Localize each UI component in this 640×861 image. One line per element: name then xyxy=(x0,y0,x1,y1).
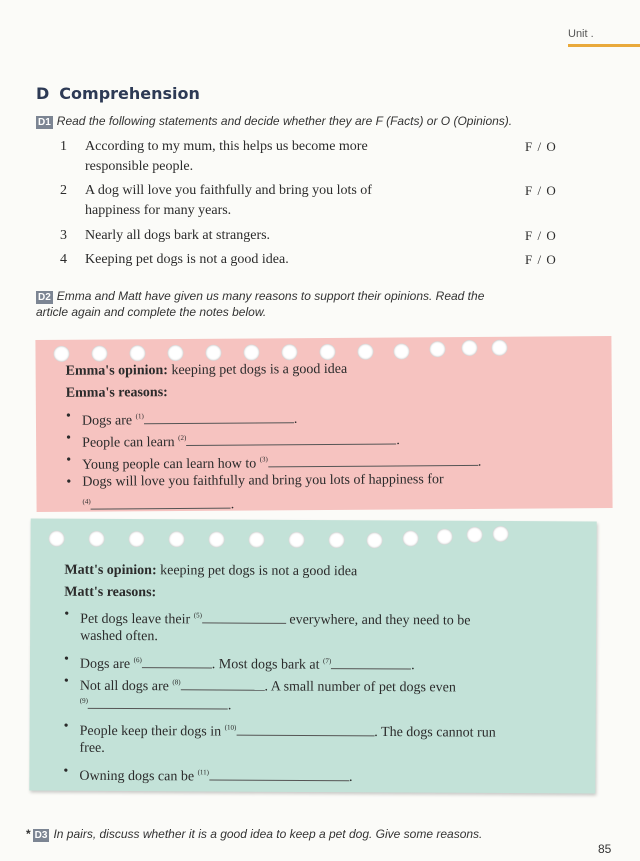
statement-text: Keeping pet dogs is not a good idea. xyxy=(85,252,289,267)
bullet-icon: • xyxy=(66,452,72,468)
reason-text: everywhere, and they need to be xyxy=(289,612,471,629)
bullet-icon: • xyxy=(63,718,69,734)
emma-reasons-label: Emma's reasons: xyxy=(65,385,168,401)
fact-opinion-choice[interactable]: F / O xyxy=(525,252,557,267)
blank-number: (1) xyxy=(135,412,144,421)
answer-blank-4[interactable] xyxy=(91,493,231,509)
reason-text: . A small number of pet dogs even xyxy=(264,679,456,696)
blank-number: (4) xyxy=(82,497,91,506)
reason-text: Pet dogs leave their xyxy=(80,611,191,628)
matt-reason-1-cont: washed often. xyxy=(80,628,158,645)
statement-text: Nearly all dogs bark at strangers. xyxy=(85,228,271,243)
answer-blank-3[interactable] xyxy=(268,451,478,467)
fact-opinion-choice[interactable]: F / O xyxy=(525,183,557,198)
answer-blank-10[interactable] xyxy=(236,720,374,736)
emma-reason-2: • People can learn $^{(2)}$ . xyxy=(66,430,400,451)
bullet-icon: • xyxy=(63,763,69,779)
fact-opinion-choice[interactable]: F / O xyxy=(525,228,557,243)
binder-hole-icon xyxy=(49,531,65,547)
emma-notes-card xyxy=(35,336,612,512)
binder-hole-icon xyxy=(209,531,225,547)
statement-line: According to my mum, this helps us become more xyxy=(85,139,368,154)
reason-text: Dogs will love you faithfully and bring you lots of happiness for xyxy=(82,472,444,490)
emma-opinion-text: keeping pet dogs is a good idea xyxy=(171,361,348,379)
answer-blank-2[interactable] xyxy=(186,429,396,445)
binder-hole-icon xyxy=(461,340,477,356)
binder-hole-icon xyxy=(205,345,221,361)
blank-number: (3) xyxy=(259,455,268,464)
bullet-icon: • xyxy=(66,430,72,446)
binder-hole-icon xyxy=(491,340,507,356)
binder-hole-icon xyxy=(249,532,265,548)
statement-4 xyxy=(60,250,570,270)
blank-number: (9) xyxy=(79,696,88,705)
binder-hole-icon xyxy=(289,532,305,548)
challenge-star-icon: * xyxy=(26,827,31,841)
binder-hole-icon xyxy=(319,344,335,360)
d3-instruction-text: In pairs, discuss whether it is a good idea to keep a pet dog. Give some reasons. xyxy=(53,827,483,841)
statement-number: 4 xyxy=(60,252,67,267)
section-title xyxy=(36,84,200,103)
bullet-icon: • xyxy=(64,606,70,622)
unit-label: Unit . xyxy=(568,28,594,40)
matt-notes-card xyxy=(29,519,596,794)
d3-instruction xyxy=(26,826,586,842)
binder-hole-icon xyxy=(281,344,297,360)
reason-text: Young people can learn how to xyxy=(82,456,257,473)
emma-reason-1: • Dogs are $^{(1)}$ . xyxy=(65,408,298,429)
reason-text: Dogs are xyxy=(81,412,133,429)
blank-number: (11) xyxy=(197,768,210,777)
binder-hole-icon xyxy=(429,341,445,357)
d3-tag: D3 xyxy=(34,830,48,841)
answer-blank-6[interactable] xyxy=(142,653,212,668)
statement-line: responsible people. xyxy=(85,159,194,174)
reason-text: Owning dogs can be xyxy=(79,768,195,785)
binder-hole-icon xyxy=(329,532,345,548)
emma-opinion-label: Emma's opinion: xyxy=(65,363,168,379)
statement-line: happiness for many years. xyxy=(85,203,232,218)
blank-number: (7) xyxy=(322,657,332,666)
binder-hole-icon xyxy=(393,343,409,359)
blank-number: (6) xyxy=(133,656,142,665)
d1-instruction-text: Read the following statements and decide whether they are F (Facts) or O (Opinions). xyxy=(56,114,513,128)
statement-number: 3 xyxy=(60,228,67,243)
statement-line: A dog will love you faithfully and bring you lots of xyxy=(85,183,372,198)
answer-blank-5[interactable] xyxy=(202,608,286,623)
answer-blank-7[interactable] xyxy=(331,654,411,669)
emma-reason-4-blank-line: $^{(4)}$ . xyxy=(82,491,234,517)
blank-number: (2) xyxy=(178,433,187,443)
answer-blank-8[interactable] xyxy=(181,675,265,690)
blank-number: (10) xyxy=(224,723,237,732)
unit-underline xyxy=(568,44,640,47)
matt-opinion xyxy=(64,561,357,583)
matt-opinion-label: Matt's opinion: xyxy=(64,562,157,579)
binder-hole-icon xyxy=(167,345,183,361)
blank-number: (5) xyxy=(193,611,202,620)
section-name: Comprehension xyxy=(59,84,200,103)
matt-reason-4 xyxy=(64,717,496,744)
statement-3 xyxy=(60,226,570,246)
statement-text xyxy=(85,137,455,177)
d2-tag: D2 xyxy=(38,292,51,303)
statement-1 xyxy=(60,137,570,177)
binder-hole-icon xyxy=(169,531,185,547)
binder-hole-icon xyxy=(129,345,145,361)
statement-number: 2 xyxy=(60,183,67,198)
binder-hole-icon xyxy=(91,346,107,362)
binder-hole-icon xyxy=(53,346,69,362)
section-letter: D xyxy=(36,84,50,103)
reason-text: People can learn xyxy=(82,434,175,451)
binder-hole-icon xyxy=(437,529,453,545)
matt-reason-2: • Dogs are $^{(6)}$ . Most dogs bark at $^{(7)}$ . xyxy=(63,651,415,674)
emma-reason-4 xyxy=(66,470,443,493)
bullet-icon: • xyxy=(63,651,69,667)
binder-hole-icon xyxy=(89,531,105,547)
d1-instruction xyxy=(36,113,606,129)
binder-hole-icon xyxy=(357,344,373,360)
answer-blank-1[interactable] xyxy=(144,408,294,424)
answer-blank-9[interactable] xyxy=(88,693,228,709)
bullet-icon: • xyxy=(65,408,71,424)
binder-hole-icon xyxy=(403,530,419,546)
binder-hole-icon xyxy=(367,532,383,548)
statement-number: 1 xyxy=(60,139,67,154)
d2-instruction-line: article again and complete the notes below. xyxy=(36,305,267,319)
reason-text: Dogs are xyxy=(79,656,131,672)
matt-reason-4-cont: free. xyxy=(79,740,105,756)
answer-blank-11[interactable] xyxy=(209,765,349,781)
reason-text: . Most dogs bark at xyxy=(211,657,320,673)
statement-text xyxy=(85,181,455,221)
reason-text: Not all dogs are xyxy=(79,678,169,694)
d2-instruction-line: Emma and Matt have given us many reasons to support their opinions. Read the xyxy=(56,289,485,303)
emma-opinion xyxy=(66,360,348,382)
reason-text: . The dogs cannot run xyxy=(374,724,496,741)
binder-hole-icon xyxy=(243,344,259,360)
matt-reasons-label: Matt's reasons: xyxy=(64,584,157,601)
binder-hole-icon xyxy=(129,531,145,547)
bullet-icon: • xyxy=(63,673,69,689)
d2-instruction xyxy=(36,288,606,320)
binder-hole-icon xyxy=(467,527,483,543)
binder-hole-icon xyxy=(493,526,509,542)
d1-tag: D1 xyxy=(38,117,51,128)
page-number: 85 xyxy=(598,842,612,856)
fact-opinion-choice[interactable]: F / O xyxy=(525,139,557,154)
matt-reason-3-blank-line: $^{(9)}$ . xyxy=(80,691,232,716)
emma-reason-3: • Young people can learn how to $^{(3)}$ . xyxy=(66,448,481,476)
statement-2 xyxy=(60,181,570,221)
matt-opinion-text: keeping pet dogs is not a good idea xyxy=(160,563,358,580)
matt-reason-5: • Owning dogs can be $^{(11)}$ . xyxy=(63,763,353,785)
bullet-icon: • xyxy=(66,474,72,490)
blank-number: (8) xyxy=(172,678,181,687)
reason-text: People keep their dogs in xyxy=(79,723,222,740)
